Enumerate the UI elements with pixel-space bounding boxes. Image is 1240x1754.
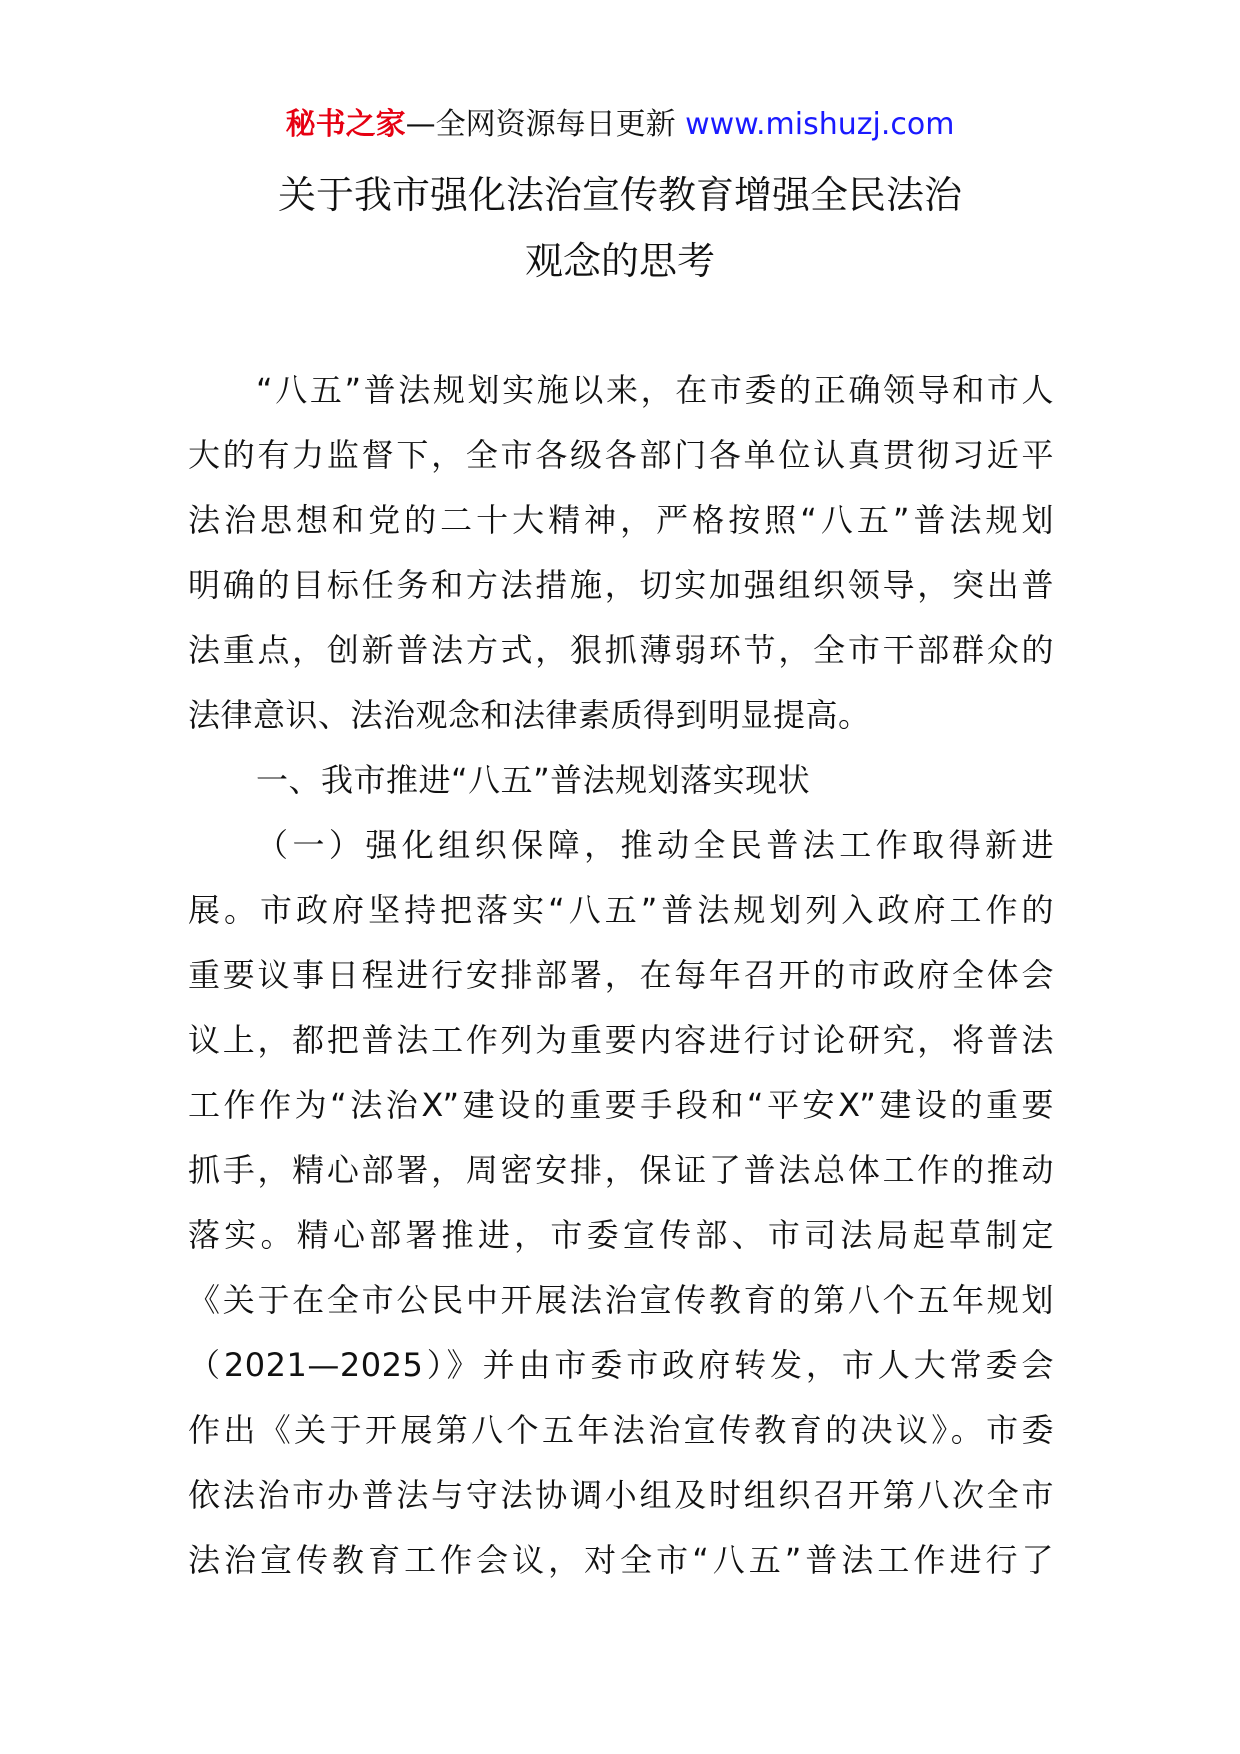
body-line: 法治思想和党的二十大精神，严格按照“八五”普法规划	[188, 501, 1054, 539]
section-heading: 一、我市推进“八五”普法规划落实现状	[256, 761, 811, 799]
site-header	[0, 100, 1240, 150]
header-tagline: —全网资源每日更新	[405, 107, 676, 142]
title-line-1: 关于我市强化法治宣传教育增强全民法治	[277, 173, 962, 217]
body-line: 《关于在全市公民中开展法治宣传教育的第八个五年规划	[188, 1281, 1054, 1319]
body-line: 落实。精心部署推进，市委宣传部、市司法局起草制定	[188, 1216, 1054, 1254]
body-line: （2021—2025）》并由市委市政府转发，市人大常委会	[188, 1346, 1054, 1384]
document-body	[188, 358, 1054, 1593]
body-line: 法治宣传教育工作会议，对全市“八五”普法工作进行了	[188, 1541, 1054, 1579]
body-line: 明确的目标任务和方法措施，切实加强组织领导，突出普	[188, 566, 1054, 604]
body-line: 依法治市办普法与守法协调小组及时组织召开第八次全市	[188, 1476, 1054, 1514]
body-line: 法律意识、法治观念和法律素质得到明显提高。	[188, 696, 871, 734]
body-line: 抓手，精心部署，周密安排，保证了普法总体工作的推动	[188, 1151, 1054, 1189]
subsection-heading-line: （一）强化组织保障，推动全民普法工作取得新进	[256, 826, 1054, 864]
brand-name: 秘书之家	[285, 107, 406, 142]
body-line: 工作作为“法治X”建设的重要手段和“平安X”建设的重要	[188, 1086, 1054, 1124]
site-url-link[interactable]: www.mishuzj.com	[685, 107, 955, 142]
title-line-2: 观念的思考	[524, 239, 715, 283]
body-line: “八五”普法规划实施以来，在市委的正确领导和市人	[256, 371, 1054, 409]
body-line: 作出《关于开展第八个五年法治宣传教育的决议》。市委	[188, 1411, 1054, 1449]
document-title	[0, 162, 1240, 294]
body-line: 大的有力监督下，全市各级各部门各单位认真贯彻习近平	[188, 436, 1054, 474]
body-line: 法重点，创新普法方式，狠抓薄弱环节，全市干部群众的	[188, 631, 1054, 669]
body-line: 展。市政府坚持把落实“八五”普法规划列入政府工作的	[188, 891, 1054, 929]
body-line: 重要议事日程进行安排部署，在每年召开的市政府全体会	[188, 956, 1054, 994]
body-line: 议上，都把普法工作列为重要内容进行讨论研究，将普法	[188, 1021, 1054, 1059]
